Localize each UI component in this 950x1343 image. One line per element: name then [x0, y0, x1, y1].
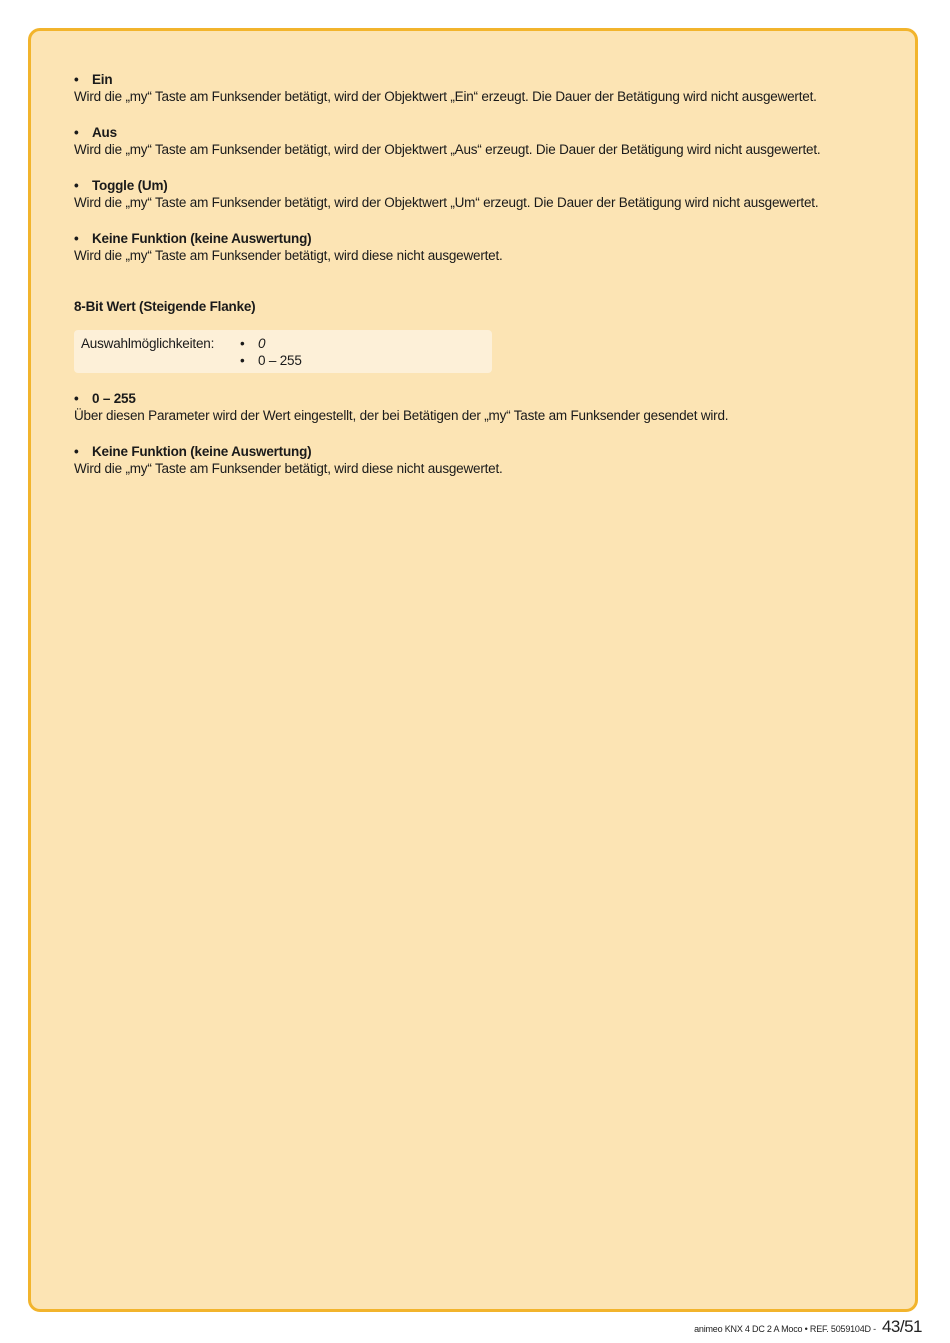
option-item-keine-funktion-2: [74, 443, 894, 477]
bullet: •: [74, 391, 79, 406]
bullet: •: [74, 125, 79, 140]
bullet: •: [74, 178, 79, 193]
option-description: Wird die „my“ Taste am Funksender betätigt, wird der Objektwert „Um“ erzeugt. Die Dauer der Betätigung wird nicht ausgewertet.: [74, 195, 819, 210]
options-list: [240, 335, 302, 369]
option-item-keine-funktion: [74, 230, 894, 264]
option-title: [74, 177, 894, 194]
footer-reference: animeo KNX 4 DC 2 A Moco • REF. 5059104D -: [694, 1324, 876, 1334]
content-panel: [28, 28, 918, 1312]
option-item-aus: [74, 124, 894, 158]
option-item-ein: [74, 71, 894, 105]
option-title-text: 0 – 255: [92, 391, 136, 406]
option-title-text: Keine Funktion (keine Auswertung): [92, 231, 312, 246]
option-title-text: Keine Funktion (keine Auswertung): [92, 444, 312, 459]
option-title-text: Ein: [92, 72, 113, 87]
option-value: 0: [258, 336, 266, 351]
option-value: 0 – 255: [258, 353, 302, 368]
option-item-range: [74, 390, 894, 424]
option-title: [74, 443, 894, 460]
option-description: Über diesen Parameter wird der Wert eingestellt, der bei Betätigen der „my“ Taste am Funksender gesendet wird.: [74, 408, 729, 423]
options-label: Auswahlmöglichkeiten:: [81, 336, 215, 351]
option-title: [74, 390, 894, 407]
bullet: •: [74, 72, 79, 87]
option-description: Wird die „my“ Taste am Funksender betätigt, wird diese nicht ausgewertet.: [74, 248, 503, 263]
option-item-toggle: [74, 177, 894, 211]
bullet: •: [74, 444, 79, 459]
document-content: [74, 71, 894, 496]
options-list-item: [240, 335, 302, 352]
option-description: Wird die „my“ Taste am Funksender betätigt, wird diese nicht ausgewertet.: [74, 461, 503, 476]
bullet: •: [240, 353, 245, 368]
bullet: •: [240, 336, 245, 351]
option-title: [74, 124, 894, 141]
options-list-item: [240, 352, 302, 369]
option-title-text: Aus: [92, 125, 117, 140]
options-box: [74, 330, 492, 373]
option-title: [74, 71, 894, 88]
page-number: 43/51: [881, 1317, 922, 1336]
option-description: Wird die „my“ Taste am Funksender betätigt, wird der Objektwert „Ein“ erzeugt. Die Dauer der Betätigung wird nicht ausgewertet.: [74, 89, 817, 104]
option-title-text: Toggle (Um): [92, 178, 168, 193]
option-description: Wird die „my“ Taste am Funksender betätigt, wird der Objektwert „Aus“ erzeugt. Die Dauer der Betätigung wird nicht ausgewertet.: [74, 142, 821, 157]
page-footer: [694, 1317, 922, 1337]
bullet: •: [74, 231, 79, 246]
option-title: [74, 230, 894, 247]
section-heading: 8-Bit Wert (Steigende Flanke): [74, 299, 256, 314]
